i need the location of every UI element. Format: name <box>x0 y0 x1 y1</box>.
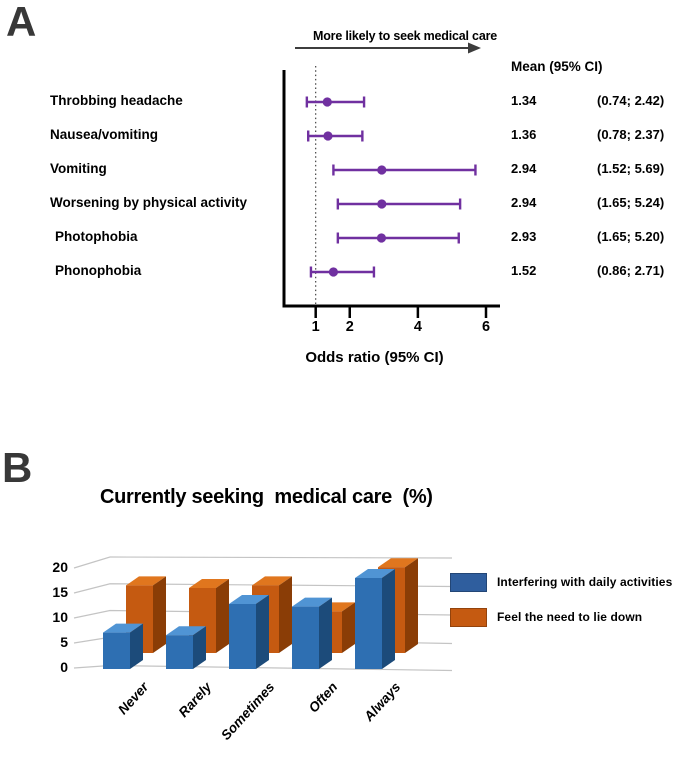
forest-ci-value: (1.65; 5.20) <box>597 229 665 244</box>
forest-ci-value: (1.65; 5.24) <box>597 195 665 210</box>
forest-x-tick-label: 2 <box>345 319 354 335</box>
legend-swatch-2 <box>450 608 487 627</box>
forest-mean-value: 1.52 <box>511 263 537 278</box>
forest-x-tick-label: 1 <box>311 319 320 335</box>
forest-row-label: Worsening by physical activity <box>50 195 248 210</box>
forest-ci-value: (0.74; 2.42) <box>597 93 665 108</box>
bar3d-category-label: Never <box>115 679 152 718</box>
forest-mean-value: 1.34 <box>511 93 537 108</box>
bar3d-category-label: Always <box>361 679 404 724</box>
forest-mean-value: 1.36 <box>511 127 537 142</box>
forest-mean-value: 2.93 <box>511 229 537 244</box>
arrow-annotation-label: More likely to seek medical care <box>313 29 497 43</box>
mean-ci-column-header: Mean (95% CI) <box>511 59 603 74</box>
chart-legend <box>0 430 685 757</box>
bar3d-category-label: Rarely <box>175 679 215 721</box>
panel-b-letter: B <box>2 444 33 491</box>
forest-mean-value: 2.94 <box>511 161 537 176</box>
bar3d-y-tick-label: 5 <box>60 634 68 650</box>
forest-row-label: Photophobia <box>55 229 138 244</box>
bar3d-y-tick-label: 0 <box>60 659 68 675</box>
bar3d-y-tick-label: 20 <box>52 559 68 575</box>
forest-row-label: Throbbing headache <box>50 93 183 108</box>
bar3d-category-label: Often <box>305 679 341 716</box>
forest-x-tick-label: 4 <box>413 319 422 335</box>
panel-b-bar-chart <box>0 430 685 757</box>
legend-swatch-1 <box>450 573 487 592</box>
bar-chart-title: Currently seeking medical care (%) <box>100 486 433 508</box>
forest-ci-value: (1.52; 5.69) <box>597 161 665 176</box>
forest-row-label: Phonophobia <box>55 263 142 278</box>
forest-row-label: Nausea/vomiting <box>50 127 159 142</box>
bar3d-y-tick-label: 10 <box>52 609 68 625</box>
forest-row-label: Vomiting <box>50 161 107 176</box>
panel-a-letter: A <box>6 0 37 45</box>
forest-x-tick-label: 6 <box>481 319 491 335</box>
bar3d-category-label: Sometimes <box>218 679 278 743</box>
forest-ci-value: (0.78; 2.37) <box>597 127 665 142</box>
bar3d-y-tick-label: 15 <box>52 584 68 600</box>
legend-label-2: Feel the need to lie down <box>497 610 643 624</box>
forest-mean-value: 2.94 <box>511 195 537 210</box>
forest-x-axis-label: Odds ratio (95% CI) <box>305 349 444 366</box>
forest-ci-value: (0.86; 2.71) <box>597 263 665 278</box>
legend-label-1: Interfering with daily activities <box>497 575 673 589</box>
